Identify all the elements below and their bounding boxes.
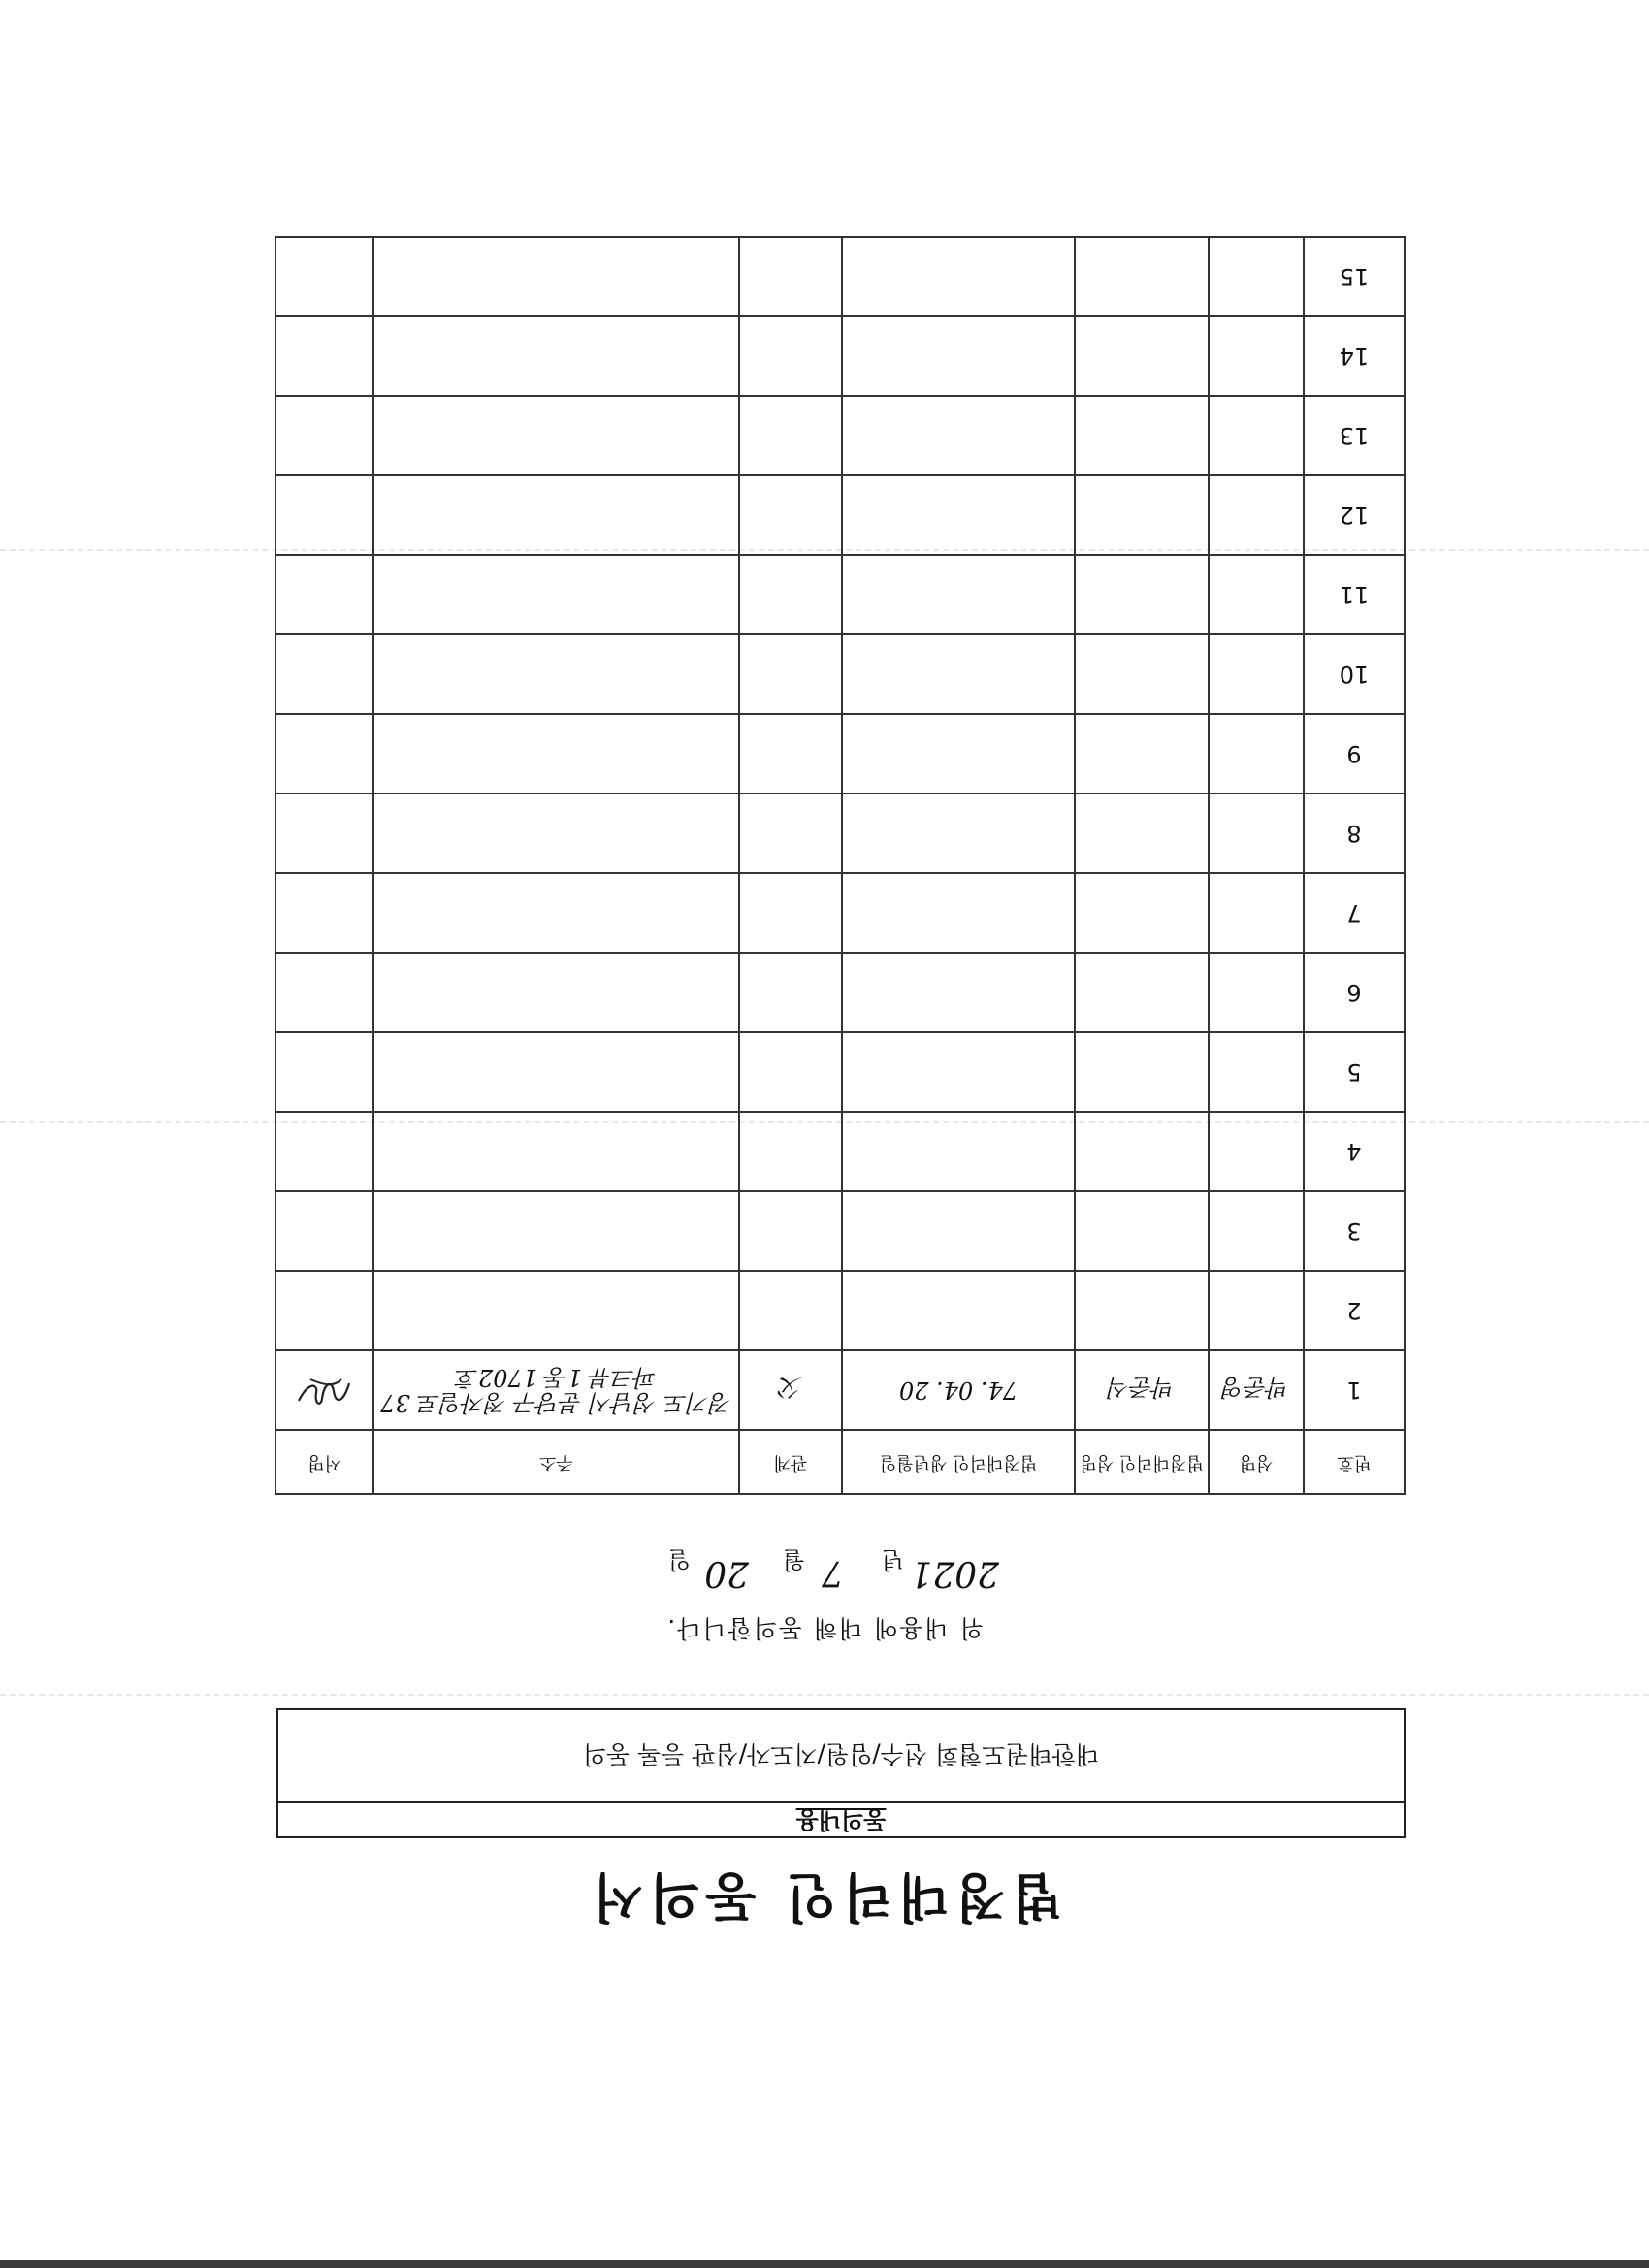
cell-guardian-name <box>1075 1191 1209 1271</box>
table-row <box>275 237 1405 316</box>
cell-guardian-name <box>1075 634 1209 714</box>
cell-address <box>373 475 739 555</box>
date-day: 20 <box>704 1553 749 1593</box>
cell-guardian-name <box>1075 1112 1209 1191</box>
cell-address <box>373 555 739 634</box>
cell-guardian-birth <box>842 634 1075 714</box>
table-row <box>275 1271 1405 1350</box>
cell-address <box>373 1112 739 1191</box>
cell-guardian-name <box>1075 794 1209 873</box>
cell-relation <box>739 396 842 475</box>
cell-guardian-name <box>1075 1032 1209 1112</box>
cell-name <box>1209 555 1304 634</box>
cell-no: 1 <box>1304 1350 1405 1430</box>
date-month: 7 <box>822 1553 844 1593</box>
cell-relation <box>739 953 842 1032</box>
cell-no: 2 <box>1304 1271 1405 1350</box>
table-row <box>275 634 1405 714</box>
cell-guardian-birth <box>842 714 1075 794</box>
cell-name <box>1209 1271 1304 1350</box>
cell-relation <box>739 1032 842 1112</box>
cell-name <box>1209 714 1304 794</box>
cell-no: 7 <box>1304 873 1405 953</box>
cell-no: 15 <box>1304 237 1405 316</box>
cell-address <box>373 1032 739 1112</box>
cell-signature <box>275 634 373 714</box>
table-row <box>275 396 1405 475</box>
cell-guardian-birth <box>842 873 1075 953</box>
cell-relation <box>739 634 842 714</box>
cell-relation <box>739 873 842 953</box>
header-name: 성명 <box>1209 1430 1304 1494</box>
cell-name <box>1209 396 1304 475</box>
cell-no: 10 <box>1304 634 1405 714</box>
table-row <box>275 714 1405 794</box>
header-guardian-name: 법정대리인 성명 <box>1075 1430 1209 1494</box>
cell-no: 11 <box>1304 555 1405 634</box>
cell-guardian-name <box>1075 873 1209 953</box>
table-row <box>275 873 1405 953</box>
cell-guardian-birth <box>842 316 1075 396</box>
cell-signature <box>275 555 373 634</box>
cell-no: 8 <box>1304 794 1405 873</box>
cell-relation <box>739 316 842 396</box>
table-header-row <box>275 1430 1405 1494</box>
cell-guardian-birth <box>842 396 1075 475</box>
consent-content-box <box>276 1708 1406 1838</box>
cell-signature <box>275 794 373 873</box>
cell-relation <box>739 1271 842 1350</box>
cell-no: 4 <box>1304 1112 1405 1191</box>
date-line <box>650 1529 999 1593</box>
cell-guardian-birth <box>842 953 1075 1032</box>
cell-name <box>1209 953 1304 1032</box>
cell-address <box>373 1271 739 1350</box>
date-day-unit: 일 <box>667 1546 691 1573</box>
cell-name <box>1209 1191 1304 1271</box>
cell-relation <box>739 237 842 316</box>
cell-guardian-name <box>1075 1271 1209 1350</box>
fold-line <box>0 1694 1649 1696</box>
cell-signature <box>275 475 373 555</box>
cell-address <box>373 953 739 1032</box>
cell-address <box>373 634 739 714</box>
cell-signature <box>275 316 373 396</box>
cell-signature <box>275 237 373 316</box>
cell-name <box>1209 1032 1304 1112</box>
header-relation: 관계 <box>739 1430 842 1494</box>
cell-name <box>1209 873 1304 953</box>
cell-guardian-birth: 74. 04. 20 <box>842 1350 1075 1430</box>
cell-guardian-name <box>1075 714 1209 794</box>
cell-address <box>373 316 739 396</box>
cell-signature <box>275 1112 373 1191</box>
cell-name <box>1209 634 1304 714</box>
cell-name <box>1209 316 1304 396</box>
cell-signature <box>275 714 373 794</box>
cell-guardian-birth <box>842 794 1075 873</box>
cell-signature <box>275 953 373 1032</box>
cell-no: 6 <box>1304 953 1405 1032</box>
cell-guardian-name <box>1075 316 1209 396</box>
agreement-statement: 위 내용에 대해 동의합니다. <box>665 1614 984 1642</box>
cell-name <box>1209 1112 1304 1191</box>
cell-relation: 父 <box>739 1350 842 1430</box>
cell-guardian-name <box>1075 953 1209 1032</box>
table-row <box>275 1032 1405 1112</box>
cell-guardian-birth <box>842 1191 1075 1271</box>
cell-signature <box>275 1032 373 1112</box>
cell-signature <box>275 1191 373 1271</box>
document-title: 법정대리인 동의서 <box>586 1866 1063 1928</box>
cell-relation <box>739 555 842 634</box>
cell-guardian-name <box>1075 396 1209 475</box>
guardian-table <box>275 236 1406 1495</box>
header-signature: 서명 <box>275 1430 373 1494</box>
cell-guardian-name: 박준식 <box>1075 1350 1209 1430</box>
cell-guardian-birth <box>842 237 1075 316</box>
cell-address <box>373 873 739 953</box>
cell-address <box>373 1191 739 1271</box>
cell-guardian-birth <box>842 1112 1075 1191</box>
cell-guardian-birth <box>842 555 1075 634</box>
table-row <box>275 475 1405 555</box>
cell-name <box>1209 475 1304 555</box>
cell-guardian-birth <box>842 1271 1075 1350</box>
header-address: 주소 <box>373 1430 739 1494</box>
table-row <box>275 1191 1405 1271</box>
consent-content-header: 동의내용 <box>278 1801 1404 1836</box>
cell-address <box>373 794 739 873</box>
table-row <box>275 953 1405 1032</box>
cell-guardian-birth <box>842 1032 1075 1112</box>
cell-relation <box>739 1112 842 1191</box>
cell-guardian-name <box>1075 475 1209 555</box>
cell-address <box>373 237 739 316</box>
date-year: 2021 <box>910 1553 999 1593</box>
cell-address: 경기도 성남시 분당구 정자일로 37 파크뷰 1동 1702호 <box>373 1350 739 1430</box>
cell-name <box>1209 237 1304 316</box>
cell-relation <box>739 1191 842 1271</box>
header-guardian-birth: 법정대리인 생년월일 <box>842 1430 1075 1494</box>
cell-guardian-birth <box>842 475 1075 555</box>
cell-signature <box>275 1271 373 1350</box>
cell-no: 13 <box>1304 396 1405 475</box>
cell-guardian-name <box>1075 555 1209 634</box>
cell-name <box>1209 794 1304 873</box>
cell-no: 9 <box>1304 714 1405 794</box>
date-month-unit: 월 <box>782 1546 805 1573</box>
table-row <box>275 316 1405 396</box>
table-row <box>275 794 1405 873</box>
cell-guardian-name <box>1075 237 1209 316</box>
cell-relation <box>739 794 842 873</box>
header-no: 번호 <box>1304 1430 1405 1494</box>
cell-signature <box>275 1350 373 1430</box>
cell-address <box>373 396 739 475</box>
cell-no: 12 <box>1304 475 1405 555</box>
cell-no: 3 <box>1304 1191 1405 1271</box>
cell-signature <box>275 873 373 953</box>
scan-edge <box>0 2260 1649 2268</box>
table-row <box>275 1350 1405 1430</box>
cell-relation <box>739 475 842 555</box>
table-row <box>275 1112 1405 1191</box>
cell-name: 박준영 <box>1209 1350 1304 1430</box>
handwritten-signature <box>296 1374 354 1412</box>
cell-relation <box>739 714 842 794</box>
cell-no: 14 <box>1304 316 1405 396</box>
table-row <box>275 555 1405 634</box>
cell-no: 5 <box>1304 1032 1405 1112</box>
date-year-unit: 년 <box>881 1546 904 1573</box>
cell-signature <box>275 396 373 475</box>
cell-address <box>373 714 739 794</box>
consent-content-body: 대한태권도협회 선수/임원/지도자/심판 등록 동의 <box>582 1740 1100 1768</box>
